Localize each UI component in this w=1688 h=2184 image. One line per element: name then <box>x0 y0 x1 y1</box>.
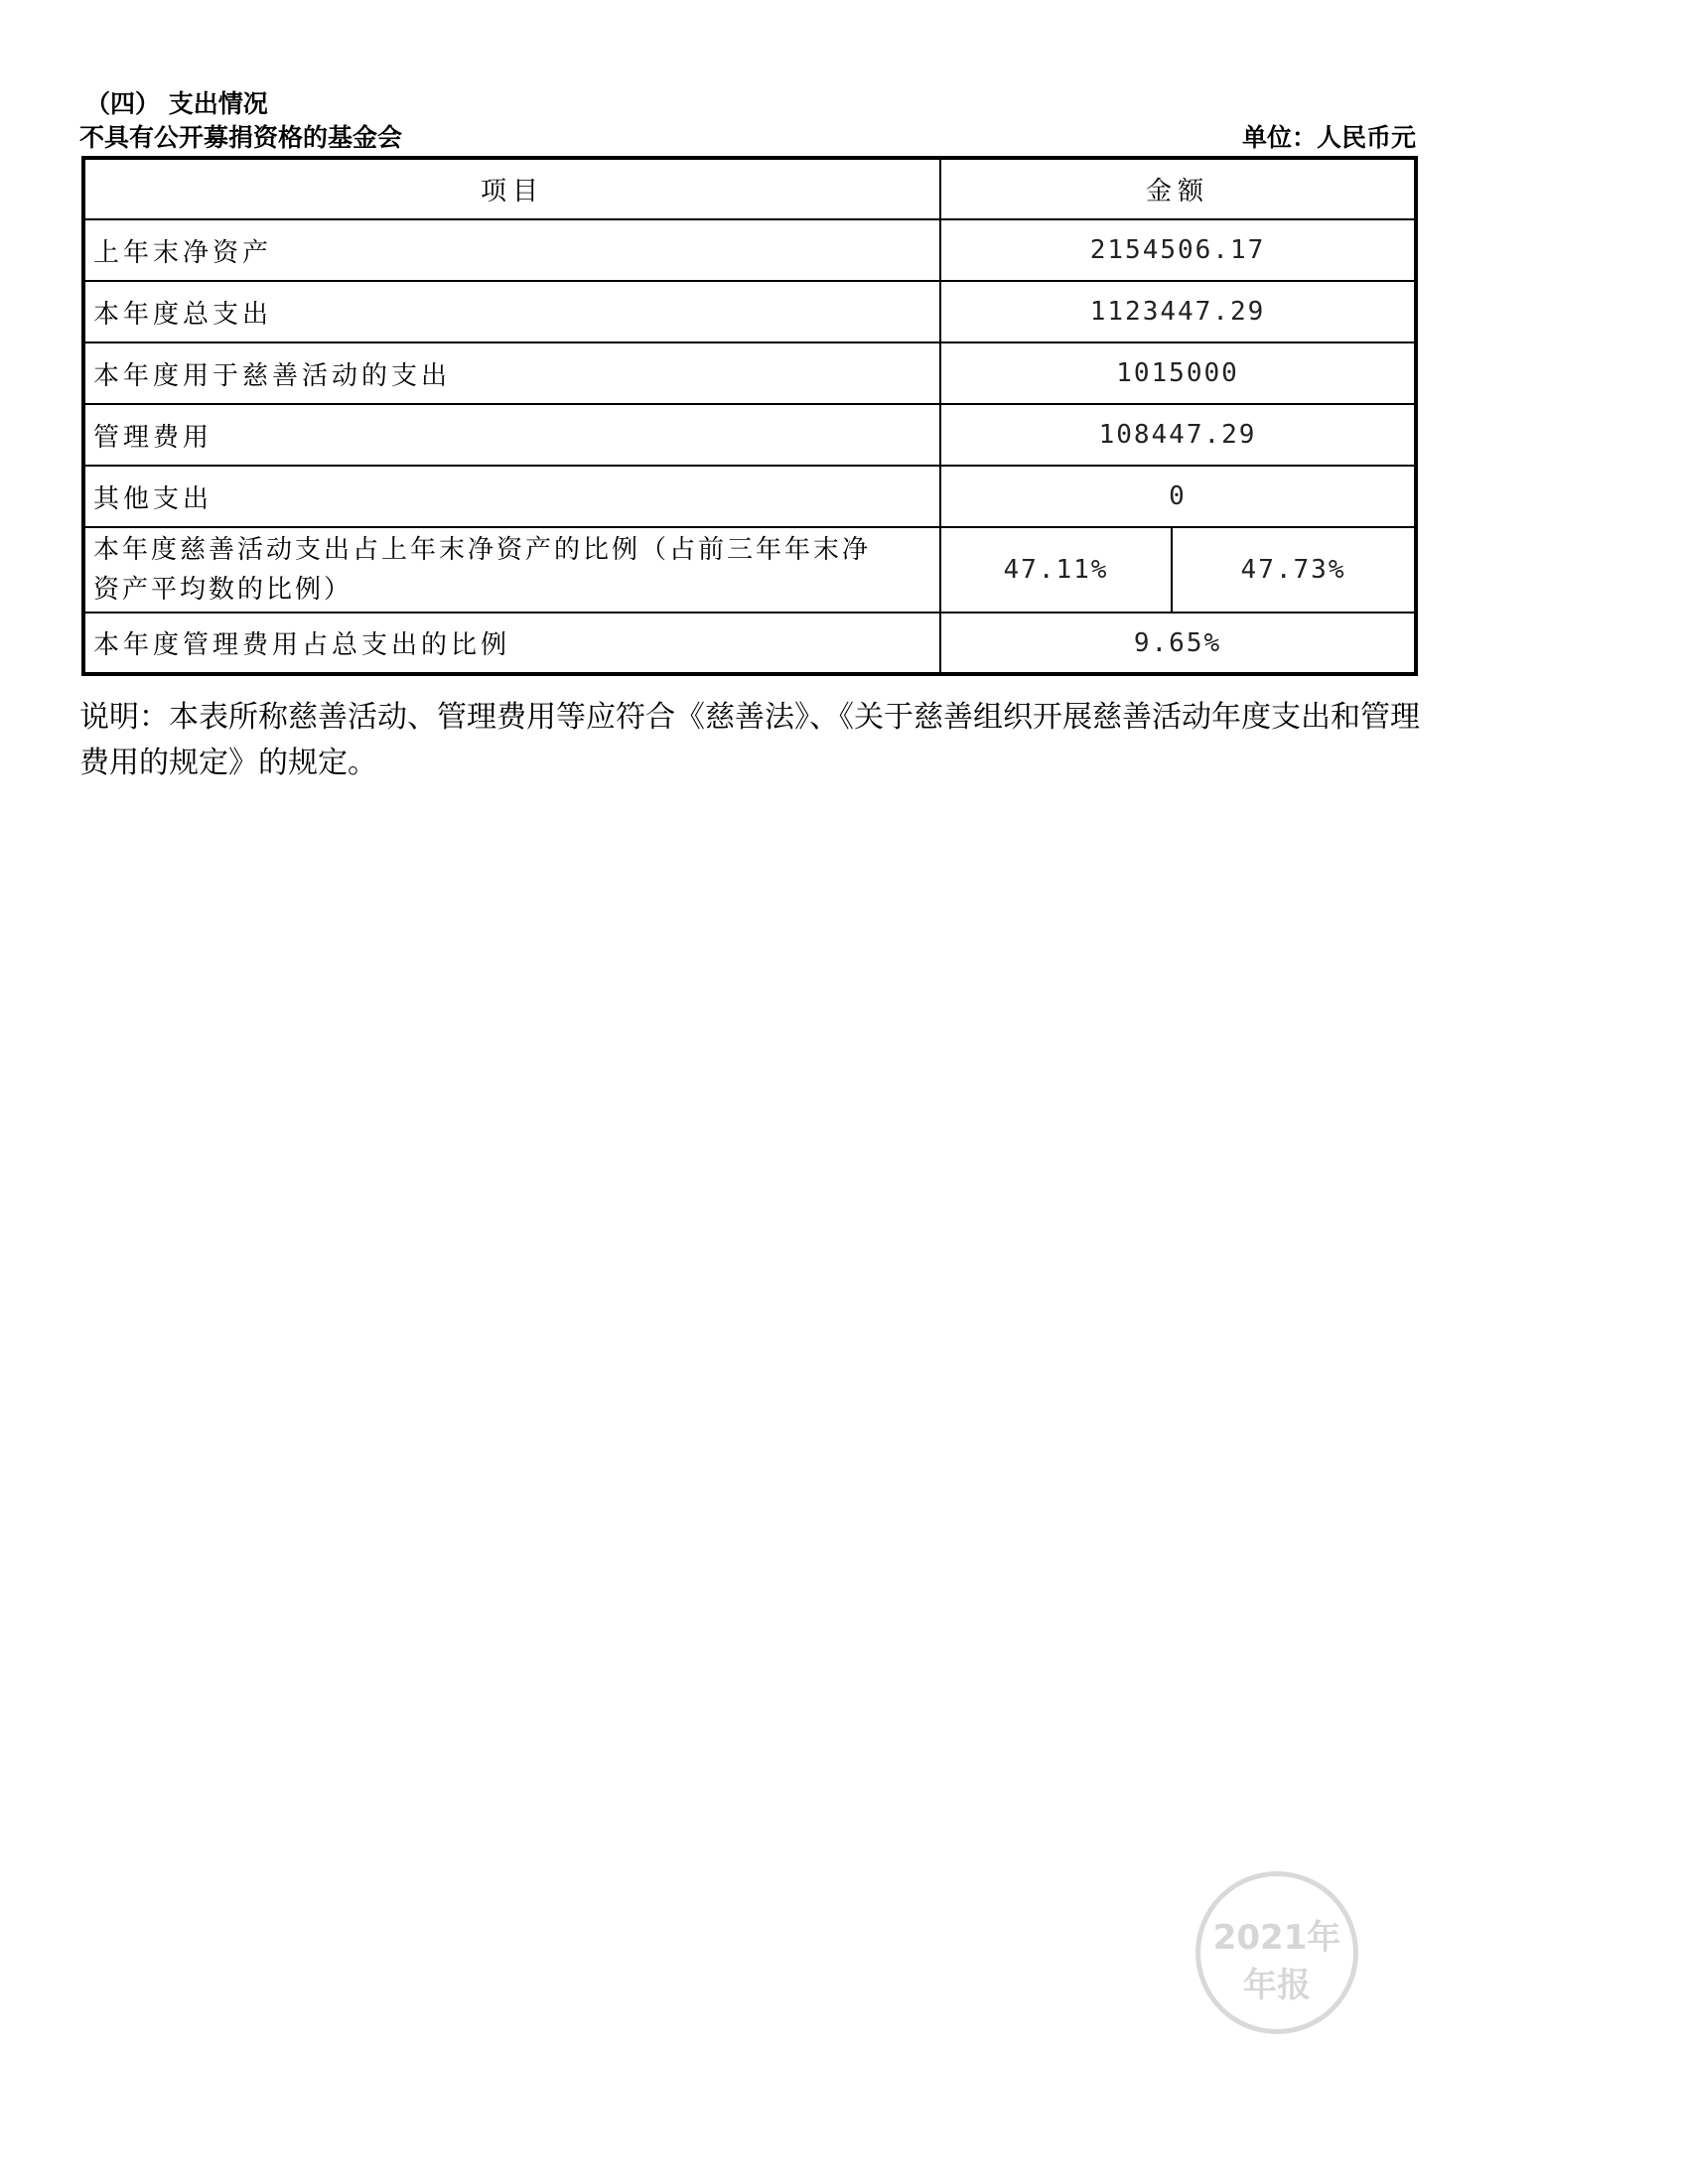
row-value: 108447.29 <box>940 404 1416 466</box>
table-row <box>83 466 1416 527</box>
table-note: 说明：本表所称慈善活动、管理费用等应符合《慈善法》、《关于慈善组织开展慈善活动年度支出和管理费用的规定》的规定。 <box>79 700 1420 780</box>
charity-ratio-label <box>83 527 940 613</box>
row-label: 其他支出 <box>83 466 940 527</box>
table-row <box>83 219 1416 281</box>
row-label: 上年末净资产 <box>83 219 940 281</box>
annual-report-stamp <box>1196 1871 1358 2034</box>
row-value: 2154506.17 <box>940 219 1416 281</box>
expense-table <box>81 156 1418 676</box>
stamp-report-text: 年报 <box>1243 1966 1311 2005</box>
row-label: 本年度用于慈善活动的支出 <box>83 342 940 404</box>
section-title: （四） 支出情况 <box>85 89 268 118</box>
table-subheader <box>79 121 1416 155</box>
charity-ratio-row <box>83 527 1416 613</box>
currency-unit-label: 单位：人民币元 <box>1241 123 1416 152</box>
charity-ratio-label-line1: 本年度慈善活动支出占上年末净资产的比例（占前三年年末净 <box>93 535 872 565</box>
charity-ratio-value: 47.11% <box>940 527 1172 613</box>
management-ratio-label: 本年度管理费用占总支出的比例 <box>83 613 940 674</box>
management-ratio-value: 9.65% <box>940 613 1416 674</box>
table-row <box>83 342 1416 404</box>
row-value: 0 <box>940 466 1416 527</box>
table-header-row <box>83 158 1416 219</box>
row-value: 1123447.29 <box>940 281 1416 342</box>
management-ratio-row <box>83 613 1416 674</box>
organization-type-label: 不具有公开募捐资格的基金会 <box>79 123 403 152</box>
stamp-year-text: 2021年 <box>1212 1918 1341 1958</box>
row-label: 本年度总支出 <box>83 281 940 342</box>
charity-ratio-label-line2: 资产平均数的比例） <box>93 575 353 605</box>
header-amount: 金额 <box>940 158 1416 219</box>
charity-ratio-avg-value: 47.73% <box>1172 527 1416 613</box>
row-label: 管理费用 <box>83 404 940 466</box>
table-row <box>83 404 1416 466</box>
header-item: 项目 <box>83 158 940 219</box>
table-row <box>83 281 1416 342</box>
row-value: 1015000 <box>940 342 1416 404</box>
